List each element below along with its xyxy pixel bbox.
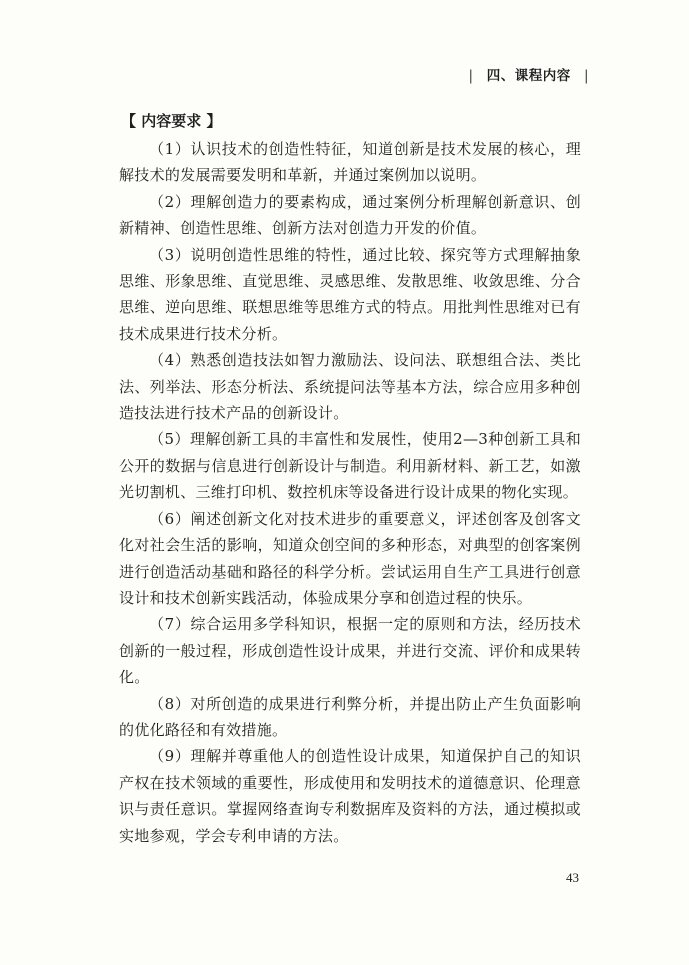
- page-number: 43: [566, 870, 579, 885]
- paragraph-1: （1）认识技术的创造性特征，知道创新是技术发展的核心，理解技术的发展需要发明和革新，并通过案例加以说明。: [119, 140, 581, 185]
- paragraph-7: （7）综合运用多学科知识，根据一定的原则和方法，经历技术创新的一般过程，形成创造性设计成果，并进行交流、评价和成果转化。: [119, 615, 581, 687]
- paragraph-3: （3）说明创造性思维的特性，通过比较、探究等方式理解抽象思维、形象思维、直觉思维、灵感思维、发散思维、收敛思维、分合思维、逆向思维、联想思维等思维方式的特点。用批判性思维对已有技术成果进行技术分析。: [119, 245, 581, 343]
- content-body: [119, 110, 581, 849]
- paragraph-4: （4）熟悉创造技法如智力激励法、设问法、联想组合法、类比法、列举法、形态分析法、系统提问法等基本方法，综合应用多种创造技法进行技术产品的创新设计。: [119, 351, 581, 423]
- running-header: [468, 64, 589, 84]
- section-heading: 【 内容要求 】: [121, 112, 222, 130]
- paragraph-8: （8）对所创造的成果进行利弊分析，并提出防止产生负面影响的优化路径和有效措施。: [119, 694, 581, 739]
- paragraph-5: （5）理解创新工具的丰富性和发展性，使用2—3种创新工具和公开的数据与信息进行创新设计与制造。利用新材料、新工艺，如激光切割机、三维打印机、数控机床等设备进行设计成果的物化实现。: [119, 430, 581, 502]
- header-divider-left: |: [468, 68, 474, 84]
- header-divider-right: |: [583, 68, 589, 84]
- section-title: 四、课程内容: [486, 68, 571, 84]
- paragraph-9: （9）理解并尊重他人的创造性设计成果，知道保护自己的知识产权在技术领域的重要性，形成使用和发明技术的道德意识、伦理意识与责任意识。掌握网络查询专利数据库及资料的方法，通过模拟或实地参观，学会专利申请的方法。: [119, 747, 581, 845]
- paragraph-6: （6）阐述创新文化对技术进步的重要意义，评述创客及创客文化对社会生活的影响，知道众创空间的多种形态，对典型的创客案例进行创造活动基础和路径的科学分析。尝试运用自生产工具进行创意设计和技术创新实践活动，体验成果分享和创造过程的快乐。: [119, 509, 581, 607]
- paragraph-2: （2）理解创造力的要素构成，通过案例分析理解创新意识、创新精神、创造性思维、创新方法对创造力开发的价值。: [119, 192, 581, 238]
